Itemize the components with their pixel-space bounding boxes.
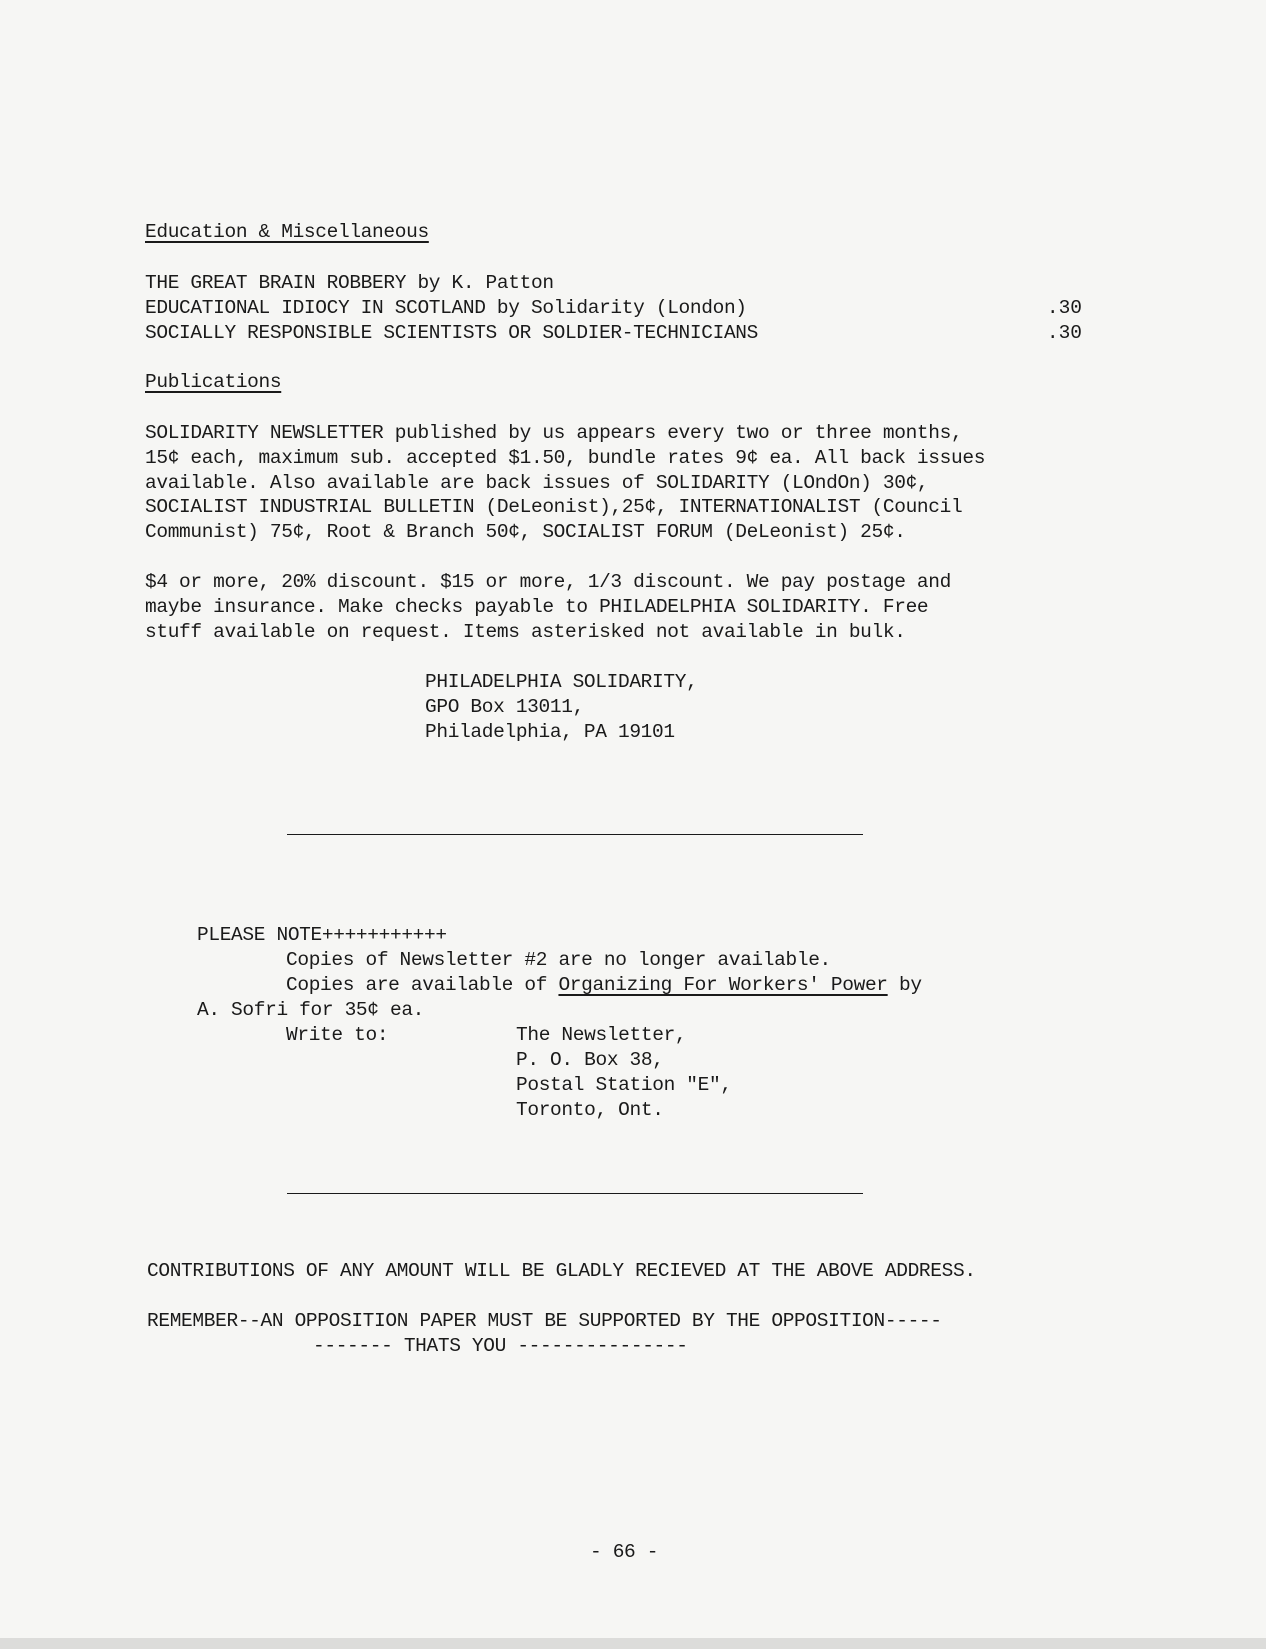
note-line-suffix: by bbox=[887, 974, 922, 996]
address-line: Philadelphia, PA 19101 bbox=[425, 721, 675, 743]
paragraph-line: stuff available on request. Items asterisked not available in bulk. bbox=[145, 621, 906, 643]
note-line-prefix: Copies are available of bbox=[286, 974, 559, 996]
note-line: A. Sofri for 35¢ ea. bbox=[197, 999, 425, 1021]
section-heading-education: Education & Miscellaneous bbox=[145, 221, 429, 243]
scan-edge bbox=[0, 1638, 1266, 1649]
divider bbox=[287, 834, 863, 835]
paragraph-line: SOCIALIST INDUSTRIAL BULLETIN (DeLeonist),25¢, INTERNATIONALIST (Council bbox=[145, 496, 963, 518]
paragraph-line: SOLIDARITY NEWSLETTER published by us appears every two or three months, bbox=[145, 422, 963, 444]
write-to-label: Write to: bbox=[286, 1024, 389, 1046]
paragraph-line: maybe insurance. Make checks payable to PHILADELPHIA SOLIDARITY. Free bbox=[145, 596, 929, 618]
divider bbox=[287, 1193, 863, 1194]
address-line: Postal Station "E", bbox=[516, 1074, 732, 1096]
item-price: .30 bbox=[1046, 297, 1082, 319]
section-heading-publications: Publications bbox=[145, 371, 282, 393]
note-line: Copies of Newsletter #2 are no longer available. bbox=[286, 949, 831, 971]
page-number: - 66 - bbox=[590, 1541, 659, 1563]
list-item: THE GREAT BRAIN ROBBERY by K. Patton bbox=[145, 272, 554, 294]
contributions-text: CONTRIBUTIONS OF ANY AMOUNT WILL BE GLADLY RECIEVED AT THE ABOVE ADDRESS. bbox=[147, 1260, 976, 1282]
item-price: .30 bbox=[1046, 322, 1082, 344]
remember-text: ------- THATS YOU --------------- bbox=[313, 1335, 688, 1357]
paragraph-line: Communist) 75¢, Root & Branch 50¢, SOCIALIST FORUM (DeLeonist) 25¢. bbox=[145, 521, 906, 543]
address-line: Toronto, Ont. bbox=[516, 1099, 664, 1121]
address-line: The Newsletter, bbox=[516, 1024, 687, 1046]
paragraph-line: 15¢ each, maximum sub. accepted $1.50, bundle rates 9¢ ea. All back issues bbox=[145, 447, 986, 469]
note-heading: PLEASE NOTE+++++++++++ bbox=[197, 924, 447, 946]
address-line: P. O. Box 38, bbox=[516, 1049, 664, 1071]
address-line: GPO Box 13011, bbox=[425, 696, 584, 718]
note-line bbox=[286, 973, 922, 998]
list-item: SOCIALLY RESPONSIBLE SCIENTISTS OR SOLDIER-TECHNICIANS bbox=[145, 322, 759, 344]
paragraph-line: $4 or more, 20% discount. $15 or more, 1/3 discount. We pay postage and bbox=[145, 571, 951, 593]
remember-text: REMEMBER--AN OPPOSITION PAPER MUST BE SUPPORTED BY THE OPPOSITION----- bbox=[147, 1310, 942, 1332]
address-line: PHILADELPHIA SOLIDARITY, bbox=[425, 671, 698, 693]
paragraph-line: available. Also available are back issues of SOLIDARITY (LOndOn) 30¢, bbox=[145, 472, 929, 494]
list-item: EDUCATIONAL IDIOCY IN SCOTLAND by Solidarity (London) bbox=[145, 297, 747, 319]
publication-title: Organizing For Workers' Power bbox=[558, 974, 888, 996]
